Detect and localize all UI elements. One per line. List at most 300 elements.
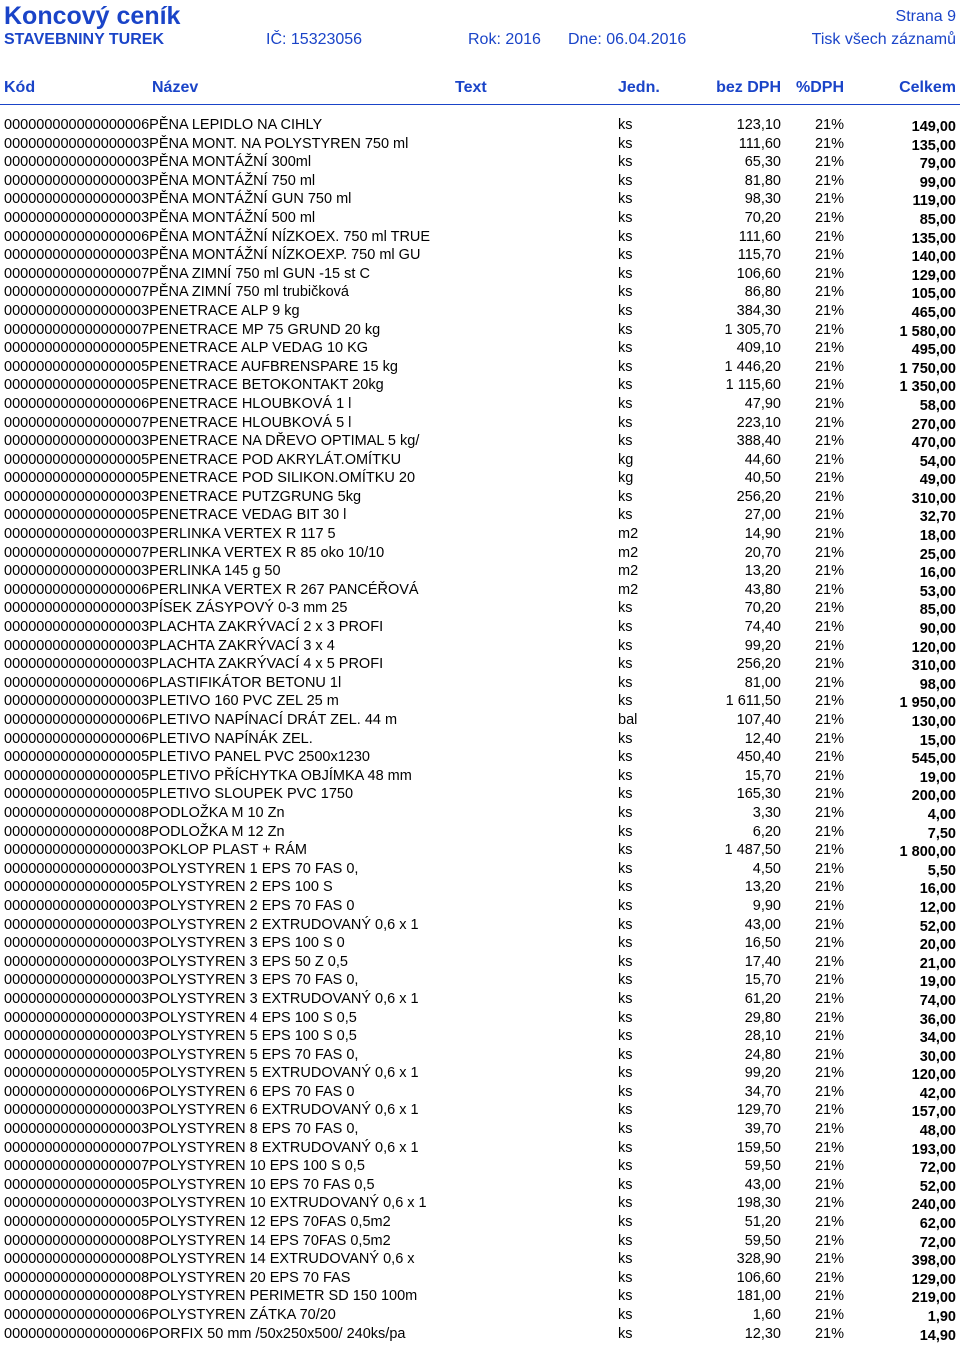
cell-name: 000000000000000003PĚNA MONTÁŽNÍ GUN 750 ml [4,191,352,208]
cell-name: 000000000000000003POLYSTYREN 8 EPS 70 FAS 0, [4,1121,359,1138]
cell-unit: m2 [618,581,639,598]
cell-unit: ks [618,1307,633,1323]
column-header-name: Název [152,79,199,96]
cell-total: 16,00 [919,565,956,582]
cell-price: 81,80 [744,172,781,189]
cell-unit: m2 [618,544,639,561]
cell-total: 310,00 [911,658,956,675]
cell-name: 000000000000000006PENETRACE HLOUBKOVÁ 1 l [4,395,352,412]
cell-vat: 21% [814,1325,844,1342]
cell-vat: 21% [814,1046,844,1063]
cell-total: 90,00 [919,621,956,638]
cell-price: 12,40 [744,730,781,747]
cell-name: 000000000000000003POKLOP PLAST + RÁM [4,842,307,859]
cell-price: 12,30 [744,1325,781,1342]
cell-vat: 21% [814,433,844,450]
cell-unit: ks [618,191,633,208]
cell-price: 123,10 [736,117,781,133]
cell-name: 000000000000000007POLYSTYREN 8 EXTRUDOVANÝ 0,6 x 1 [4,1139,419,1156]
cell-vat: 21% [814,191,844,208]
cell-total: 7,50 [927,825,956,842]
table-row [0,655,960,674]
cell-unit: ks [618,897,633,914]
table-row [0,506,960,525]
cell-name: 000000000000000003PĚNA MONTÁŽNÍ 300ml [4,154,312,171]
table-row [0,302,960,321]
cell-name: 000000000000000003POLYSTYREN 4 EPS 100 S 0,5 [4,1009,357,1026]
cell-name: 000000000000000003PĚNA MONT. NA POLYSTYREN 750 ml [4,135,409,152]
cell-vat: 21% [814,1102,844,1119]
table-row [0,525,960,544]
cell-vat: 21% [814,321,844,338]
table-row [0,1139,960,1158]
cell-vat: 21% [814,581,844,598]
cell-unit: bal [618,712,638,728]
table-row [0,376,960,395]
cell-unit: ks [618,1121,633,1138]
cell-unit: m2 [618,563,639,580]
table-row [0,711,960,730]
cell-price: 99,20 [744,637,781,654]
cell-price: 28,10 [744,1028,781,1045]
cell-unit: ks [618,302,633,319]
cell-total: 120,00 [911,639,956,656]
cell-vat: 21% [814,135,844,152]
table-row [0,116,960,135]
cell-name: 000000000000000003POLYSTYREN 5 EPS 70 FAS 0, [4,1046,359,1063]
cell-total: 12,00 [919,899,956,916]
cell-price: 74,40 [744,619,781,636]
table-row [0,321,960,340]
cell-name: 000000000000000007PENETRACE MP 75 GRUND 20 kg [4,321,381,338]
table-row [0,953,960,972]
table-row [0,228,960,247]
cell-total: 1,90 [927,1309,956,1325]
cell-name: 000000000000000003POLYSTYREN 3 EXTRUDOVANÝ 0,6 x 1 [4,990,419,1007]
table-row [0,562,960,581]
cell-vat: 21% [814,1083,844,1100]
cell-name: 000000000000000005PENETRACE AUFBRENSPARE 15 kg [4,358,398,375]
cell-total: 1 950,00 [899,695,956,712]
table-row [0,1009,960,1028]
cell-name: 000000000000000003PENETRACE ALP 9 kg [4,302,300,319]
table-row [0,823,960,842]
cell-vat: 21% [814,414,844,431]
cell-name: 000000000000000003PLACHTA ZAKRÝVACÍ 4 x 5 PROFI [4,656,384,673]
cell-total: 310,00 [911,490,956,507]
cell-total: 34,00 [919,1030,956,1047]
cell-vat: 21% [814,265,844,282]
cell-unit: ks [618,1176,633,1193]
cell-total: 42,00 [919,1085,956,1102]
cell-price: 34,70 [744,1083,781,1100]
cell-price: 43,00 [744,916,781,933]
cell-name: 000000000000000006PERLINKA VERTEX R 267 PANCÉŘOVÁ [4,581,419,598]
page-number: Strana 9 [895,8,956,25]
cell-unit: ks [618,674,633,691]
cell-total: 18,00 [919,528,956,545]
cell-vat: 21% [814,488,844,505]
report-date: Dne: 06.04.2016 [568,31,687,48]
cell-vat: 21% [814,1307,844,1323]
cell-vat: 21% [814,1251,844,1268]
cell-name: 000000000000000008PODLOŽKA M 12 Zn [4,823,285,840]
cell-total: 1 350,00 [899,379,956,396]
cell-total: 135,00 [911,230,956,247]
cell-price: 4,50 [752,860,781,877]
cell-unit: ks [618,284,633,301]
cell-unit: m2 [618,526,639,543]
table-row [0,265,960,284]
cell-vat: 21% [814,209,844,226]
cell-total: 465,00 [911,304,956,321]
cell-price: 43,00 [744,1176,781,1193]
cell-total: 36,00 [919,1011,956,1028]
cell-unit: ks [618,842,633,859]
cell-unit: ks [618,823,633,840]
cell-price: 106,60 [736,265,781,282]
cell-price: 388,40 [736,433,781,450]
company-name: STAVEBNINY TUREK [4,31,165,48]
cell-price: 13,20 [744,879,781,896]
cell-vat: 21% [814,1121,844,1138]
cell-price: 16,50 [744,935,781,952]
cell-unit: ks [618,972,633,989]
cell-total: 19,00 [919,769,956,786]
cell-vat: 21% [814,1195,844,1212]
cell-price: 65,30 [744,154,781,171]
cell-total: 140,00 [911,249,956,266]
cell-total: 200,00 [911,788,956,805]
cell-unit: ks [618,860,633,877]
cell-total: 130,00 [911,714,956,730]
cell-name: 000000000000000003POLYSTYREN 5 EPS 100 S 0,5 [4,1028,357,1045]
cell-total: 1 750,00 [899,360,956,377]
cell-total: 470,00 [911,435,956,452]
cell-vat: 21% [814,1269,844,1286]
header-divider [0,104,960,105]
cell-name: 000000000000000003POLYSTYREN 2 EPS 70 FAS 0 [4,897,355,914]
cell-unit: ks [618,637,633,654]
cell-unit: kg [618,470,634,487]
cell-price: 51,20 [744,1214,781,1231]
cell-unit: ks [618,879,633,896]
cell-price: 47,90 [744,395,781,412]
cell-vat: 21% [814,451,844,468]
table-row [0,1176,960,1195]
cell-unit: kg [618,451,634,468]
cell-name: 000000000000000003PLACHTA ZAKRÝVACÍ 3 x 4 [4,637,335,654]
cell-unit: ks [618,1028,633,1045]
cell-total: 495,00 [911,342,956,359]
cell-name: 000000000000000003POLYSTYREN 3 EPS 100 S 0 [4,935,345,952]
cell-vat: 21% [814,1176,844,1193]
cell-price: 20,70 [744,544,781,561]
price-table [0,116,960,1343]
table-row [0,674,960,693]
cell-name: 000000000000000003POLYSTYREN 2 EXTRUDOVANÝ 0,6 x 1 [4,916,419,933]
cell-unit: ks [618,767,633,784]
table-row [0,637,960,656]
cell-vat: 21% [814,377,844,394]
table-row [0,785,960,804]
cell-unit: ks [618,377,633,394]
cell-total: 14,90 [919,1327,956,1344]
cell-vat: 21% [814,637,844,654]
cell-unit: ks [618,1139,633,1156]
table-row [0,990,960,1009]
report-title: Koncový ceník [4,2,181,30]
cell-price: 129,70 [736,1102,781,1119]
cell-name: 000000000000000008POLYSTYREN PERIMETR SD 150 100m [4,1288,418,1305]
table-row [0,1083,960,1102]
cell-unit: ks [618,117,633,133]
cell-vat: 21% [814,916,844,933]
cell-name: 000000000000000005PENETRACE BETOKONTAKT 20kg [4,377,384,394]
cell-unit: ks [618,1269,633,1286]
cell-price: 43,80 [744,581,781,598]
cell-unit: ks [618,265,633,282]
cell-total: 120,00 [911,1067,956,1084]
cell-unit: ks [618,656,633,673]
table-row [0,1157,960,1176]
cell-total: 52,00 [919,918,956,935]
table-row [0,246,960,265]
cell-price: 59,50 [744,1232,781,1249]
cell-vat: 21% [814,507,844,524]
cell-vat: 21% [814,1232,844,1249]
cell-price: 1 611,50 [725,693,781,710]
table-row [0,358,960,377]
cell-price: 15,70 [744,972,781,989]
cell-vat: 21% [814,117,844,133]
table-row [0,1120,960,1139]
cell-vat: 21% [814,1214,844,1231]
cell-unit: ks [618,1232,633,1249]
cell-total: 545,00 [911,751,956,768]
cell-price: 115,70 [737,247,781,264]
table-row [0,841,960,860]
cell-price: 1 487,50 [724,842,781,859]
cell-vat: 21% [814,1028,844,1045]
cell-unit: ks [618,749,633,766]
table-row [0,469,960,488]
table-row [0,692,960,711]
cell-unit: ks [618,1325,633,1342]
report-year: Rok: 2016 [468,31,541,48]
cell-name: 000000000000000006PORFIX 50 mm /50x250x500/ 240ks/pa [4,1325,406,1342]
cell-price: 3,30 [752,804,781,821]
cell-vat: 21% [814,247,844,264]
cell-price: 81,00 [744,674,781,691]
cell-unit: ks [618,321,633,338]
cell-vat: 21% [814,172,844,189]
cell-vat: 21% [814,1009,844,1026]
cell-total: 53,00 [919,583,956,600]
cell-price: 17,40 [744,953,781,970]
company-id: IČ: 15323056 [266,31,363,48]
cell-price: 9,90 [752,897,781,914]
cell-name: 000000000000000006POLYSTYREN 6 EPS 70 FAS 0 [4,1083,355,1100]
cell-vat: 21% [814,786,844,803]
table-row [0,916,960,935]
table-row [0,878,960,897]
table-row [0,153,960,172]
table-row [0,748,960,767]
cell-vat: 21% [814,953,844,970]
cell-vat: 21% [814,395,844,412]
cell-total: 25,00 [919,546,956,563]
cell-total: 105,00 [911,286,956,303]
cell-total: 135,00 [911,137,956,154]
cell-unit: ks [618,1083,633,1100]
cell-vat: 21% [814,804,844,821]
cell-unit: ks [618,135,633,152]
cell-price: 181,00 [736,1288,781,1305]
cell-total: 119,00 [912,193,956,210]
table-row [0,599,960,618]
cell-price: 165,30 [736,786,781,803]
cell-price: 44,60 [744,451,781,468]
table-row [0,730,960,749]
column-header-vat: %DPH [795,79,844,96]
cell-price: 111,60 [738,135,781,152]
cell-price: 29,80 [744,1009,781,1026]
cell-name: 000000000000000006PĚNA MONTÁŽNÍ NÍZKOEX. 750 ml TRUE [4,228,431,245]
table-row [0,1101,960,1120]
cell-unit: ks [618,414,633,431]
cell-unit: ks [618,1065,633,1082]
cell-name: 000000000000000003POLYSTYREN 10 EXTRUDOVANÝ 0,6 x 1 [4,1195,427,1212]
cell-unit: ks [618,358,633,375]
cell-price: 14,90 [744,526,781,543]
table-row [0,1213,960,1232]
cell-vat: 21% [814,656,844,673]
cell-total: 49,00 [919,472,956,489]
table-row [0,1269,960,1288]
cell-name: 000000000000000005PENETRACE POD SILIKON.OMÍTKU 20 [4,470,416,487]
cell-total: 99,00 [919,174,956,191]
cell-total: 30,00 [919,1048,956,1065]
cell-unit: ks [618,340,633,357]
cell-price: 256,20 [736,656,781,673]
cell-total: 270,00 [911,416,956,433]
cell-unit: ks [618,247,633,264]
cell-name: 000000000000000003POLYSTYREN 1 EPS 70 FAS 0, [4,860,359,877]
cell-vat: 21% [814,767,844,784]
table-row [0,1027,960,1046]
cell-name: 000000000000000007PENETRACE HLOUBKOVÁ 5 l [4,414,352,431]
cell-vat: 21% [814,228,844,245]
table-row [0,1064,960,1083]
cell-unit: ks [618,935,633,952]
cell-total: 19,00 [919,974,956,991]
cell-price: 70,20 [744,600,781,617]
cell-total: 85,00 [919,211,956,228]
table-row [0,860,960,879]
cell-name: 000000000000000007PERLINKA VERTEX R 85 oko 10/10 [4,544,385,561]
cell-total: 72,00 [919,1160,956,1177]
table-row [0,283,960,302]
column-header-price: bez DPH [716,79,781,96]
cell-name: 000000000000000003PENETRACE PUTZGRUNG 5kg [4,488,362,505]
table-row [0,414,960,433]
cell-vat: 21% [814,693,844,710]
cell-vat: 21% [814,470,844,487]
cell-unit: ks [618,619,633,636]
cell-name: 000000000000000003PÍSEK ZÁSYPOVÝ 0-3 mm 25 [4,600,348,617]
cell-vat: 21% [814,860,844,877]
cell-unit: ks [618,228,633,245]
cell-total: 16,00 [919,881,956,898]
column-header-text: Text [455,79,487,96]
cell-name: 000000000000000003PERLINKA 145 g 50 [4,563,281,580]
cell-name: 000000000000000003PENETRACE NA DŘEVO OPTIMAL 5 kg/ [4,433,420,450]
table-row [0,934,960,953]
cell-price: 384,30 [736,302,781,319]
cell-unit: ks [618,804,633,821]
cell-vat: 21% [814,526,844,543]
table-row [0,135,960,154]
cell-price: 328,90 [736,1251,781,1268]
cell-name: 000000000000000006PLETIVO NAPÍNÁK ZEL. [4,730,313,747]
cell-price: 409,10 [736,340,781,357]
table-row [0,1325,960,1344]
cell-vat: 21% [814,1288,844,1305]
cell-name: 000000000000000008POLYSTYREN 20 EPS 70 FAS [4,1269,351,1286]
cell-total: 58,00 [919,397,956,414]
cell-total: 79,00 [919,156,956,173]
cell-vat: 21% [814,600,844,617]
cell-vat: 21% [814,897,844,914]
cell-vat: 21% [814,842,844,859]
cell-price: 40,50 [744,470,781,487]
table-row [0,1287,960,1306]
cell-unit: ks [618,507,633,524]
cell-total: 32,70 [919,509,956,526]
cell-price: 1 446,20 [724,358,781,375]
cell-name: 000000000000000006PLETIVO NAPÍNACÍ DRÁT ZEL. 44 m [4,712,398,728]
table-row [0,804,960,823]
cell-name: 000000000000000003POLYSTYREN 6 EXTRUDOVANÝ 0,6 x 1 [4,1102,419,1119]
cell-name: 000000000000000008PODLOŽKA M 10 Zn [4,804,285,821]
cell-unit: ks [618,209,633,226]
cell-unit: ks [618,1046,633,1063]
cell-name: 000000000000000003PLETIVO 160 PVC ZEL 25 m [4,693,339,710]
cell-total: 5,50 [927,862,956,879]
cell-total: 129,00 [911,1271,956,1288]
cell-vat: 21% [814,674,844,691]
cell-total: 4,00 [927,806,956,823]
cell-name: 000000000000000006PLASTIFIKÁTOR BETONU 1l [4,674,342,691]
table-row [0,209,960,228]
cell-total: 74,00 [919,992,956,1009]
cell-price: 15,70 [744,767,781,784]
cell-total: 129,00 [911,267,956,284]
cell-price: 256,20 [736,488,781,505]
cell-vat: 21% [814,340,844,357]
cell-name: 000000000000000005PENETRACE POD AKRYLÁT.OMÍTKU [4,451,402,468]
cell-total: 193,00 [911,1141,956,1158]
cell-total: 52,00 [919,1178,956,1195]
table-row [0,618,960,637]
cell-total: 20,00 [919,937,956,954]
table-row [0,451,960,470]
cell-total: 398,00 [911,1253,956,1270]
cell-name: 000000000000000007PĚNA ZIMNÍ 750 ml trubičková [4,284,349,301]
cell-name: 000000000000000003PĚNA MONTÁŽNÍ NÍZKOEXP. 750 ml GU [4,247,421,264]
cell-price: 27,00 [744,507,781,524]
